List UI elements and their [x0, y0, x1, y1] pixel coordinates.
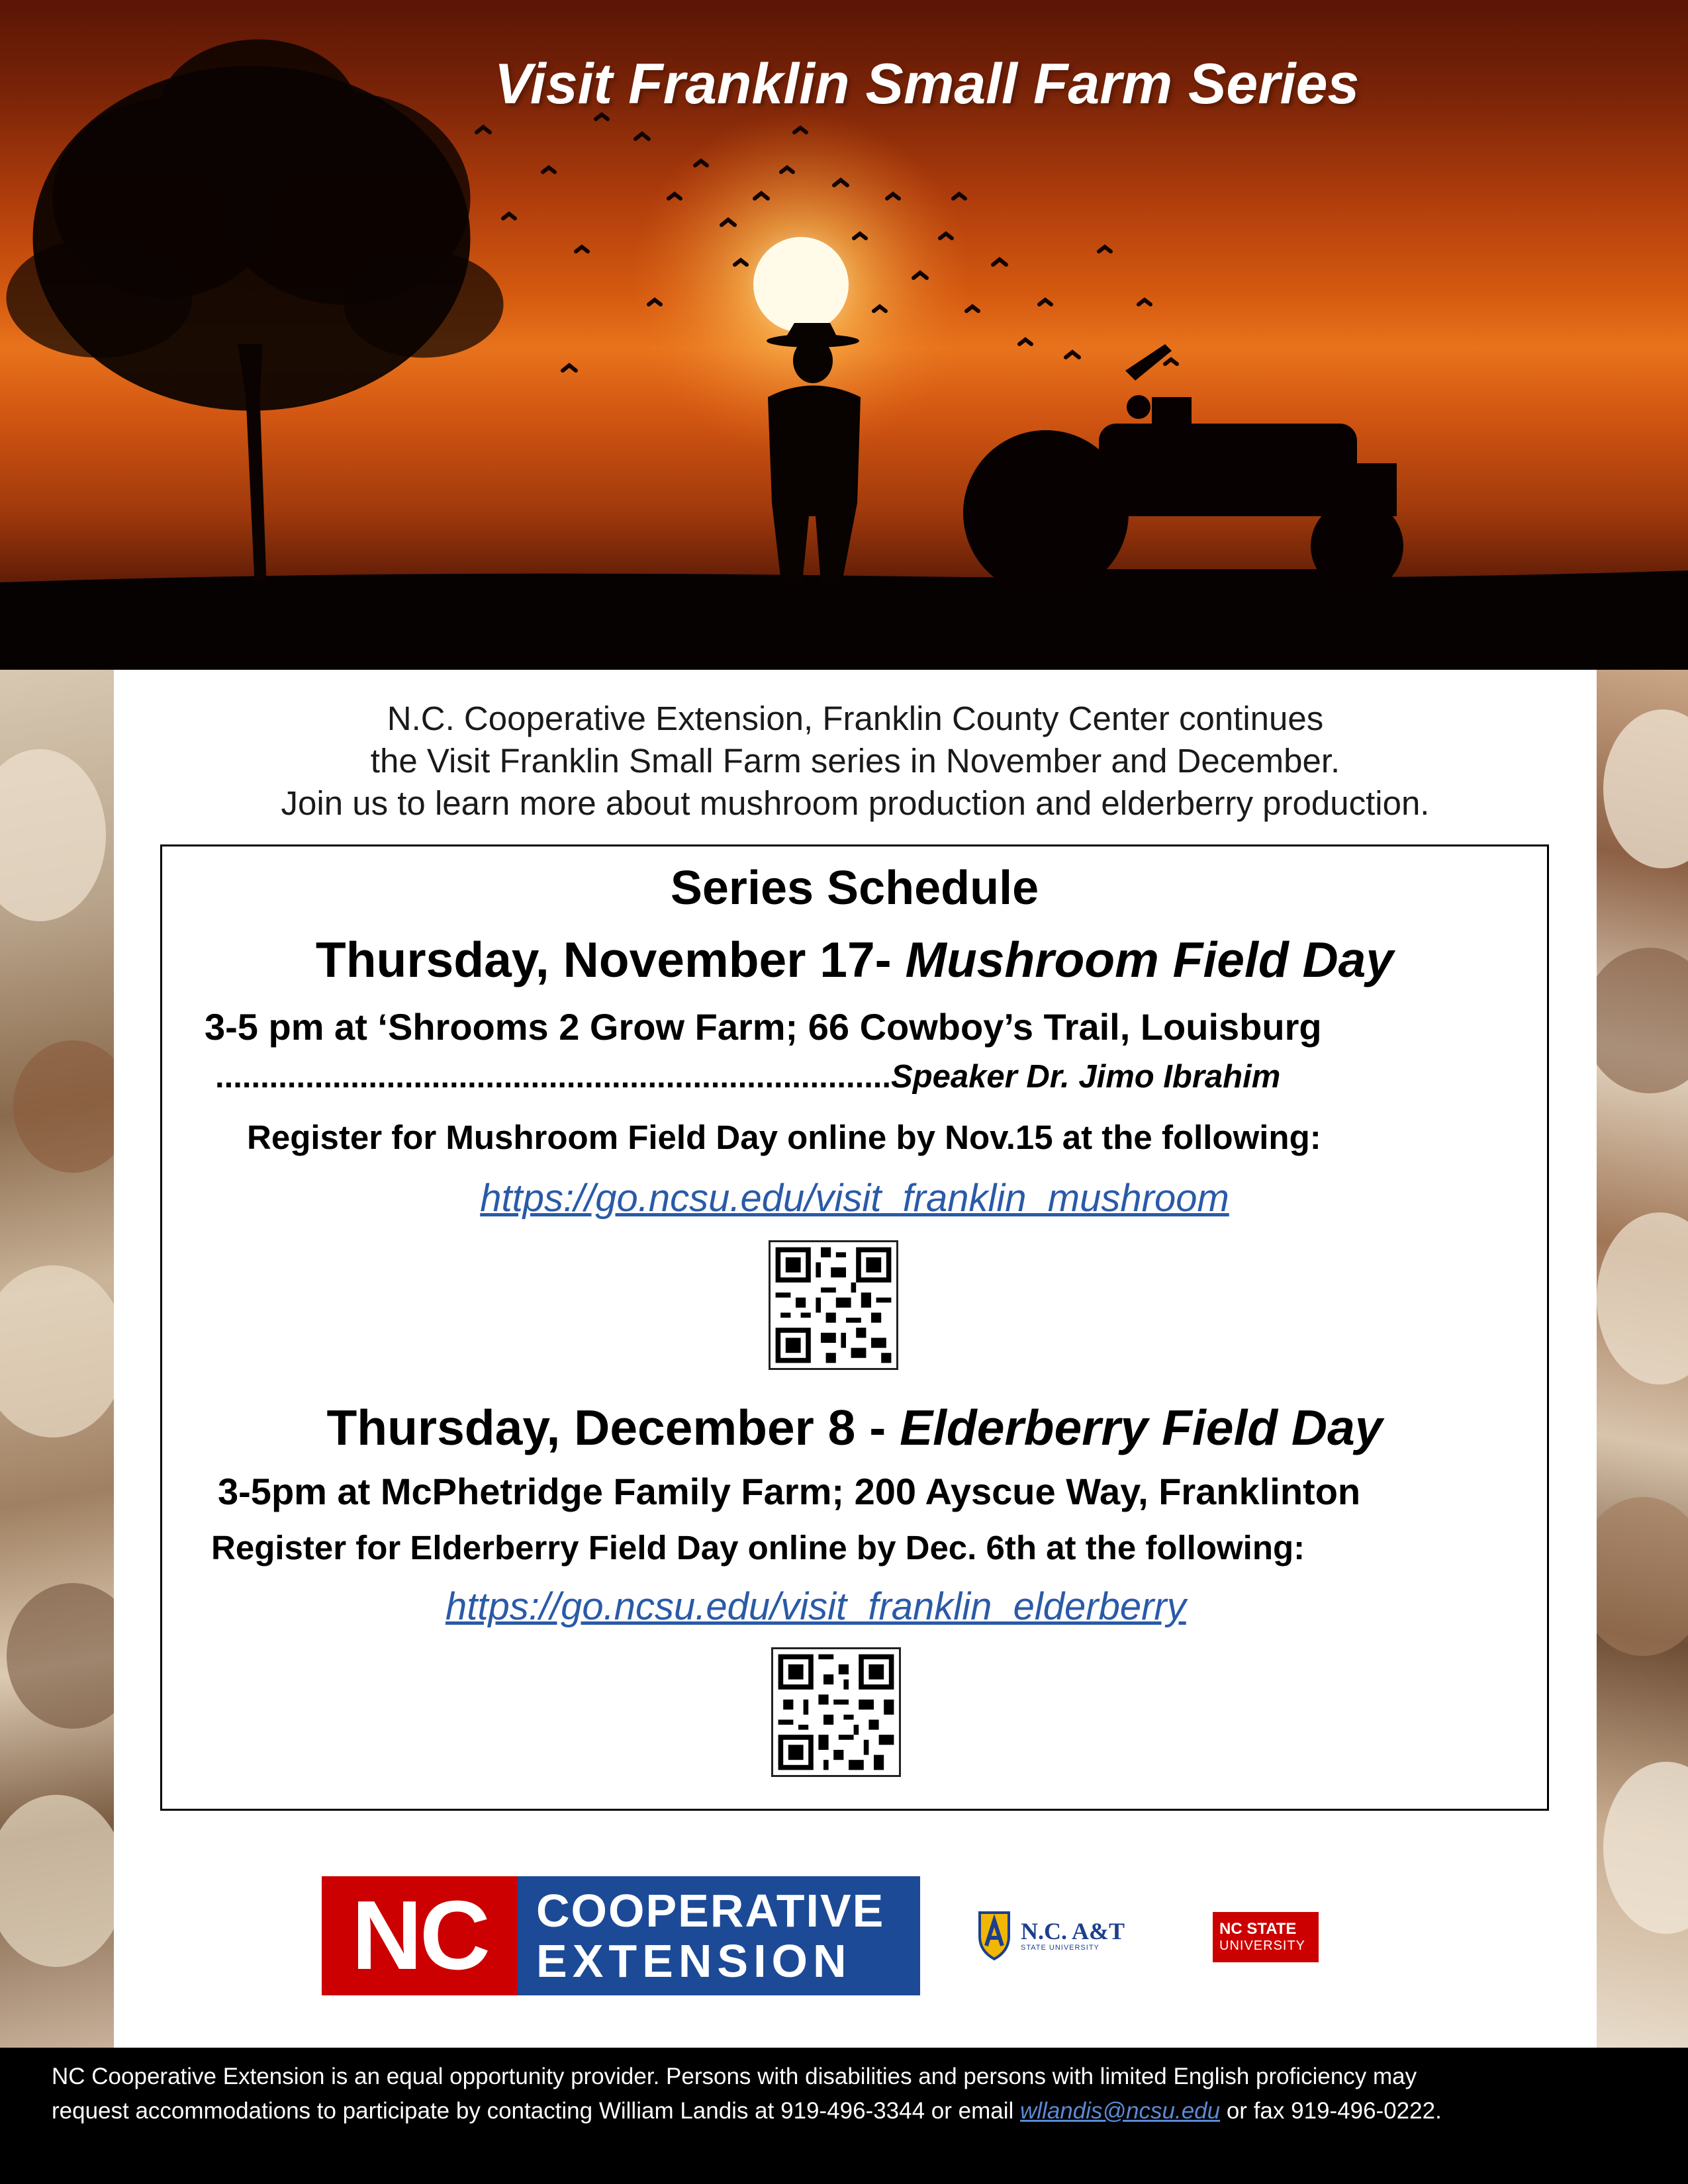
- event-name: Mushroom Field Day: [905, 932, 1394, 987]
- nc-state-logo: [1213, 1912, 1319, 1962]
- schedule-box: [160, 844, 1549, 1811]
- event-date: Thursday, November 17-: [315, 932, 892, 987]
- qr-code-icon[interactable]: [771, 1647, 901, 1777]
- event-date: Thursday, December 8 -: [326, 1400, 886, 1455]
- hero-title: Visit Franklin Small Farm Series: [494, 52, 1360, 116]
- event-name: Elderberry Field Day: [900, 1400, 1383, 1455]
- speaker-leader: ...........................................................................: [215, 1059, 892, 1095]
- nc-at-name: N.C. A&T: [1021, 1918, 1125, 1944]
- nc-logo-line1: COOPERATIVE: [536, 1885, 885, 1936]
- schedule-title: Series Schedule: [670, 862, 1039, 915]
- footer-line2: [52, 2094, 1442, 2128]
- hero-banner: [0, 0, 1688, 670]
- nc-at-subtitle: STATE UNIVERSITY: [1021, 1944, 1100, 1952]
- nc-logo-wordmark: [518, 1876, 920, 1995]
- aggie-shield-icon: [974, 1909, 1014, 1962]
- footer-line1: NC Cooperative Extension is an equal opportunity provider. Persons with disabilities and persons with limited English proficiency may: [52, 2064, 1417, 2089]
- event-speaker: Speaker Dr. Jimo Ibrahim: [891, 1059, 1281, 1095]
- event-heading-mushroom: [162, 931, 1547, 988]
- tree-silhouette: [7, 40, 503, 582]
- elderberry-registration-link[interactable]: https://go.ncsu.edu/visit_franklin_elderberry: [445, 1585, 1186, 1628]
- event-heading-elderberry: [162, 1399, 1547, 1456]
- mushroom-registration-link[interactable]: https://go.ncsu.edu/visit_franklin_mushroom: [480, 1177, 1229, 1220]
- event-speaker-line: [215, 1058, 1280, 1095]
- mushroom-photo-left: [0, 670, 114, 2048]
- nc-logo-line2: EXTENSION: [536, 1935, 852, 1987]
- nc-logo-mark: NC: [322, 1876, 518, 1995]
- footer-line2-post: or fax 919-496-0222.: [1226, 2098, 1442, 2124]
- mushroom-photo-right: [1597, 670, 1688, 2048]
- footer-line2-pre: request accommodations to participate by contacting William Landis at 919-496-3344 or email: [52, 2098, 1014, 2124]
- qr-code-icon: [773, 1649, 899, 1775]
- nc-state-line2: UNIVERSITY: [1219, 1938, 1306, 1953]
- intro-line: the Visit Franklin Small Farm series in November and December.: [370, 742, 1340, 780]
- qr-code-icon[interactable]: [769, 1240, 898, 1370]
- intro-line: N.C. Cooperative Extension, Franklin County Center continues: [387, 700, 1324, 737]
- event-register-text: Register for Elderberry Field Day online by Dec. 6th at the following:: [211, 1529, 1305, 1567]
- contact-email-link[interactable]: wllandis@ncsu.edu: [1020, 2098, 1221, 2124]
- event-register-text: Register for Mushroom Field Day online by Nov.15 at the following:: [247, 1118, 1321, 1156]
- nc-state-line1: NC STATE: [1219, 1920, 1297, 1938]
- intro-line: Join us to learn more about mushroom production and elderberry production.: [281, 784, 1430, 822]
- nc-at-logo: [974, 1909, 1125, 1962]
- tractor-silhouette: [963, 344, 1403, 596]
- qr-code-icon: [771, 1242, 896, 1368]
- sun: [753, 237, 849, 332]
- content-panel: [114, 670, 1597, 2048]
- footer-disclaimer: [0, 2048, 1688, 2184]
- event-details: 3-5 pm at ‘Shrooms 2 Grow Farm; 66 Cowboy’s Trail, Louisburg: [205, 1006, 1322, 1048]
- event-details: 3-5pm at McPhetridge Family Farm; 200 Ayscue Way, Franklinton: [218, 1471, 1361, 1512]
- intro-text: [114, 698, 1597, 825]
- nc-cooperative-extension-logo: [322, 1876, 920, 1995]
